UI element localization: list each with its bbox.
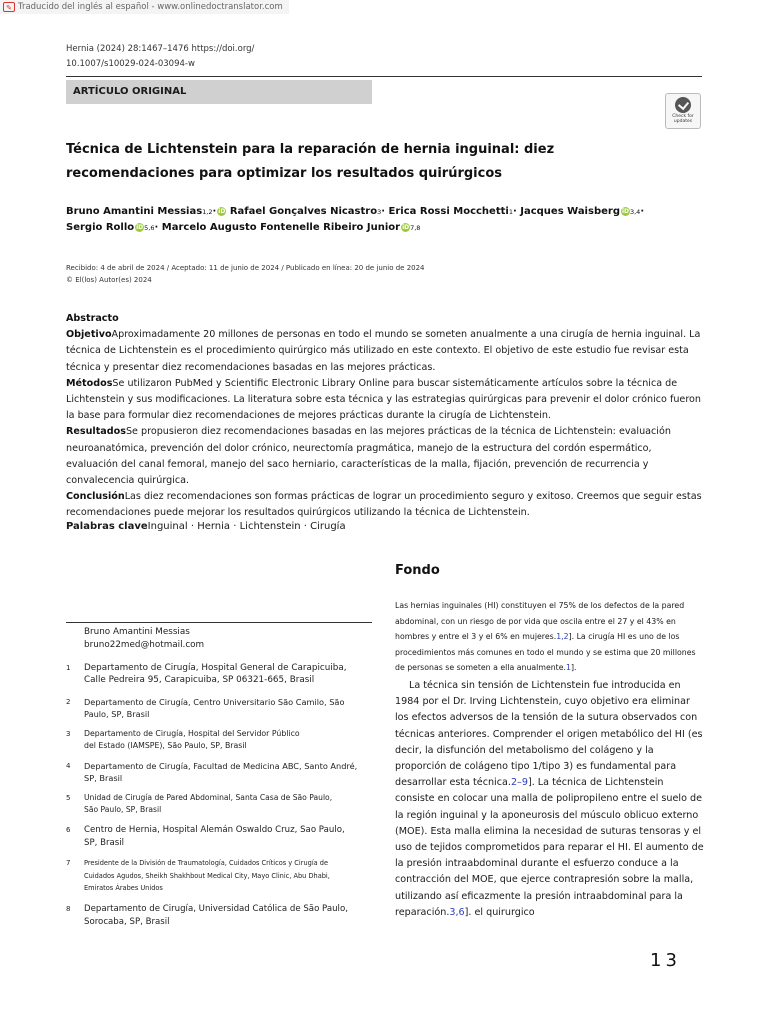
header-rule <box>66 76 702 77</box>
author-name[interactable]: Marcelo Augusto Fontenelle Ribeiro Junior <box>161 222 401 233</box>
author-name[interactable]: Jacques Waisberg <box>520 206 620 217</box>
check-updates-line2: updates <box>673 119 693 124</box>
affiliation-text: Presidente de la División de Traumatología, Cuidados Críticos y Cirugía de Cuidados Agudos, Sheikh Shakhbout Medical City, Mayo Clinic, Abu Dhabi, Emiratos Árabes Unidos <box>84 859 330 892</box>
author-name[interactable]: Bruno Amantini Messias <box>66 206 203 217</box>
objective-label: Objetivo <box>66 329 112 341</box>
methods-label: Métodos <box>66 377 113 389</box>
affiliation-number: 8 <box>66 905 71 913</box>
author-affiliation: 7,8 <box>410 224 421 232</box>
paragraph-text: Las hernias inguinales (HI) constituyen el 75% de los defectos de la pared abdominal, con un riesgo de por vida que oscila entre el 27 y el 43% en hombres y entre el 3 y el 6% en mujeres. <box>395 601 685 642</box>
section-title-fondo: Fondo <box>395 563 440 578</box>
methods-text: Se utilizaron PubMed y Scientific Electronic Library Online para buscar sistemáticamente artículos sobre la técnica de Lichtenstein y sus modificaciones. La literatura sobre esta técnica y las estrategias quirúrgicas para prevenir el dolor crónico fueron la base para formular diez recomendaciones de mejores prácticas durante la cirugía de Lichtenstein. <box>66 377 702 422</box>
paragraph-text: ]. La cirugía HI es uno de los procedimientos más comunes en todo el mundo y se estima que 20 millones de personas se someten a ella anualmente. <box>395 632 696 673</box>
page-number: 13 <box>650 950 681 971</box>
title-line2: recomendaciones para optimizar los resultados quirúrgicos <box>66 166 503 181</box>
translator-logo-icon: ✎ <box>3 2 15 12</box>
author-name[interactable]: Rafael Gonçalves Nicastro <box>229 206 378 217</box>
orcid-icon[interactable]: iD <box>136 224 144 231</box>
citation-link[interactable]: 2–9 <box>510 777 528 789</box>
article-type-label: ARTÍCULO ORIGINAL <box>66 80 372 104</box>
abstract-conclusion <box>66 489 706 521</box>
affiliation-7 <box>66 857 366 895</box>
keywords <box>66 519 346 535</box>
banner-text: Traducido del inglés al español - www.onlinedoctranslator.com <box>18 2 283 12</box>
conclusion-text: Las diez recomendaciones son formas prácticas de lograr un procedimiento seguro y exitoso. Creemos que seguir estas recomendaciones puede mejorar los resultados quirúrgicos utilizando la técnica de Lichtenstein. <box>66 491 702 519</box>
author-affiliation: 3 <box>377 208 382 216</box>
paragraph-text: ]. el quirurgico <box>464 906 535 918</box>
footnote-rule <box>66 622 372 623</box>
affiliation-2 <box>66 696 366 720</box>
fondo-paragraph-2 <box>395 678 705 921</box>
affiliation-number: 5 <box>66 794 71 802</box>
paragraph-text: ]. La técnica de Lichtenstein consiste en colocar una malla de polipropileno entre el suelo de la región inguinal y la aponeurosis del músculo oblicuo externo (MOE). Esta malla elimina la necesidad de suturas tensoras y el uso de tejidos comprometidos para reparar el HI. El aumento de la presión intraabdominal durante el esfuerzo conduce a la contracción del MOE, que ejerce contrapresión sobre la malla, utilizando así eficazmente la presión intraabdominal para la reparación. <box>395 777 704 918</box>
affiliation-text: Departamento de Cirugía, Hospital General de Carapicuiba, Calle Pedreira 95, Carapicuiba, SP 06321-665, Brasil <box>84 663 347 685</box>
affiliation-5 <box>66 792 366 816</box>
citation-link[interactable]: 1,2 <box>556 632 569 642</box>
keywords-label: Palabras clave <box>66 521 148 532</box>
dates-line: Recibido: 4 de abril de 2024 / Aceptado: 11 de junio de 2024 / Publicado en línea: 20 de junio de 2024 <box>66 264 425 272</box>
affiliation-number: 4 <box>66 762 71 770</box>
correspondence-name: Bruno Amantini Messias <box>84 627 190 637</box>
orcid-icon[interactable]: iD <box>621 208 629 215</box>
affiliation-8 <box>66 903 366 929</box>
affiliation-text: Departamento de Cirugía, Centro Universitario São Camilo, São Paulo, SP, Brasil <box>84 697 345 719</box>
results-label: Resultados <box>66 426 126 438</box>
title-line1: Técnica de Lichtenstein para la reparación de hernia inguinal: diez <box>66 142 555 157</box>
publication-dates <box>66 262 425 286</box>
orcid-icon[interactable]: iD <box>218 208 226 215</box>
author-affiliation: 3,4 <box>629 208 641 216</box>
citation <box>66 42 254 72</box>
citation-link[interactable]: 1 <box>566 663 571 673</box>
keywords-text: Inguinal · Hernia · Lichtenstein · Cirugía <box>147 521 346 532</box>
affiliation-number: 6 <box>66 826 71 834</box>
abstract-methods <box>66 376 706 425</box>
check-updates-line1: Check for <box>672 114 694 119</box>
affiliation-text: Unidad de Cirugía de Pared Abdominal, Santa Casa de São Paulo, São Paulo, SP, Brasil <box>84 793 333 814</box>
translation-banner[interactable] <box>0 0 289 14</box>
author-affiliation: 5,6 <box>144 224 155 232</box>
affiliation-number: 7 <box>66 859 71 867</box>
correspondence-email[interactable]: bruno22med@hotmail.com <box>84 640 205 650</box>
affiliation-number: 2 <box>66 698 71 706</box>
abstract-results <box>66 424 706 489</box>
article-title <box>66 138 566 186</box>
abstract-heading: Abstracto <box>66 313 119 324</box>
conclusion-label: Conclusión <box>66 491 125 503</box>
affiliation-3 <box>66 728 366 752</box>
affiliation-1 <box>66 662 366 686</box>
affiliation-text: Departamento de Cirugía, Facultad de Medicina ABC, Santo André, SP, Brasil <box>84 761 358 783</box>
abstract <box>66 311 706 522</box>
objective-text: Aproximadamente 20 millones de personas en todo el mundo se someten anualmente a una cirugía de hernia inguinal. La técnica de Lichtenstein es el procedimiento quirúrgico más utilizado en este contexto. El objetivo de este estudio fue revisar esta técnica y presentar diez recomendaciones basadas en las mejores prácticas. <box>66 329 701 373</box>
affiliation-6 <box>66 824 366 850</box>
check-updates-icon <box>675 97 691 113</box>
citation-line1: Hernia (2024) 28:1467–1476 https://doi.org/ <box>66 44 255 54</box>
affiliation-number: 3 <box>66 730 71 738</box>
author-list: Bruno Amantini Messias1,2· iD Rafael Gonçalves Nicastro3· Erica Rossi Mocchetti1· Jacques Waisberg iD3,4· Sergio Rollo iD5,6· Marcelo Augusto Fontenelle Ribeiro Junior iD7,8 <box>66 206 645 233</box>
copyright-line: © El(los) Autor(es) 2024 <box>66 276 152 284</box>
affiliation-text: Departamento de Cirugía, Hospital del Servidor Público del Estado (IAMSPE), São Paulo, SP, Brasil <box>84 729 300 750</box>
author-affiliation: 1,2 <box>202 208 213 216</box>
citation-link[interactable]: 3,6 <box>449 906 465 918</box>
check-for-updates-button[interactable] <box>665 93 701 129</box>
paragraph-text: ]. <box>571 663 577 673</box>
orcid-icon[interactable]: iD <box>402 224 410 231</box>
author-name[interactable]: Erica Rossi Mocchetti <box>388 206 509 217</box>
affiliation-text: Centro de Hernia, Hospital Alemán Oswaldo Cruz, Sao Paulo, SP, Brasil <box>84 825 345 848</box>
paragraph-text: La técnica sin tensión de Lichtenstein fue introducida en 1984 por el Dr. Irving Lichtenstein, cuyo objetivo era eliminar los efectos adversos de la tensión de la sutura observados con técnicas anteriores. Comprender el origen metabólico del HI (es decir, la disfunción del metabolismo del colágeno y la proporción de colágeno tipo 1/tipo 3) es fundamental para desarrollar esta técnica. <box>395 680 703 789</box>
fondo-paragraph-1 <box>395 598 703 676</box>
author-name[interactable]: Sergio Rollo <box>66 222 135 233</box>
correspondence <box>84 626 204 652</box>
affiliation-4 <box>66 760 366 784</box>
affiliation-text: Departamento de Cirugía, Universidad Católica de São Paulo, Sorocaba, SP, Brasil <box>84 904 348 927</box>
abstract-objective <box>66 327 706 376</box>
citation-line2: 10.1007/s10029-024-03094-w <box>66 59 195 69</box>
results-text: Se propusieron diez recomendaciones basadas en las mejores prácticas de la técnica de Lichtenstein: evaluación neuroanatómica, prevención del dolor crónico, neurectomía pragmática, manejo de la estructura del cordón espermático, evaluación del canal femoral, manejo del saco herniario, características de la malla, fijación, prevención de recurrencia y convalecencia quirúrgica. <box>66 426 671 487</box>
affiliation-number: 1 <box>66 664 71 672</box>
author-affiliation: 1 <box>508 208 513 216</box>
